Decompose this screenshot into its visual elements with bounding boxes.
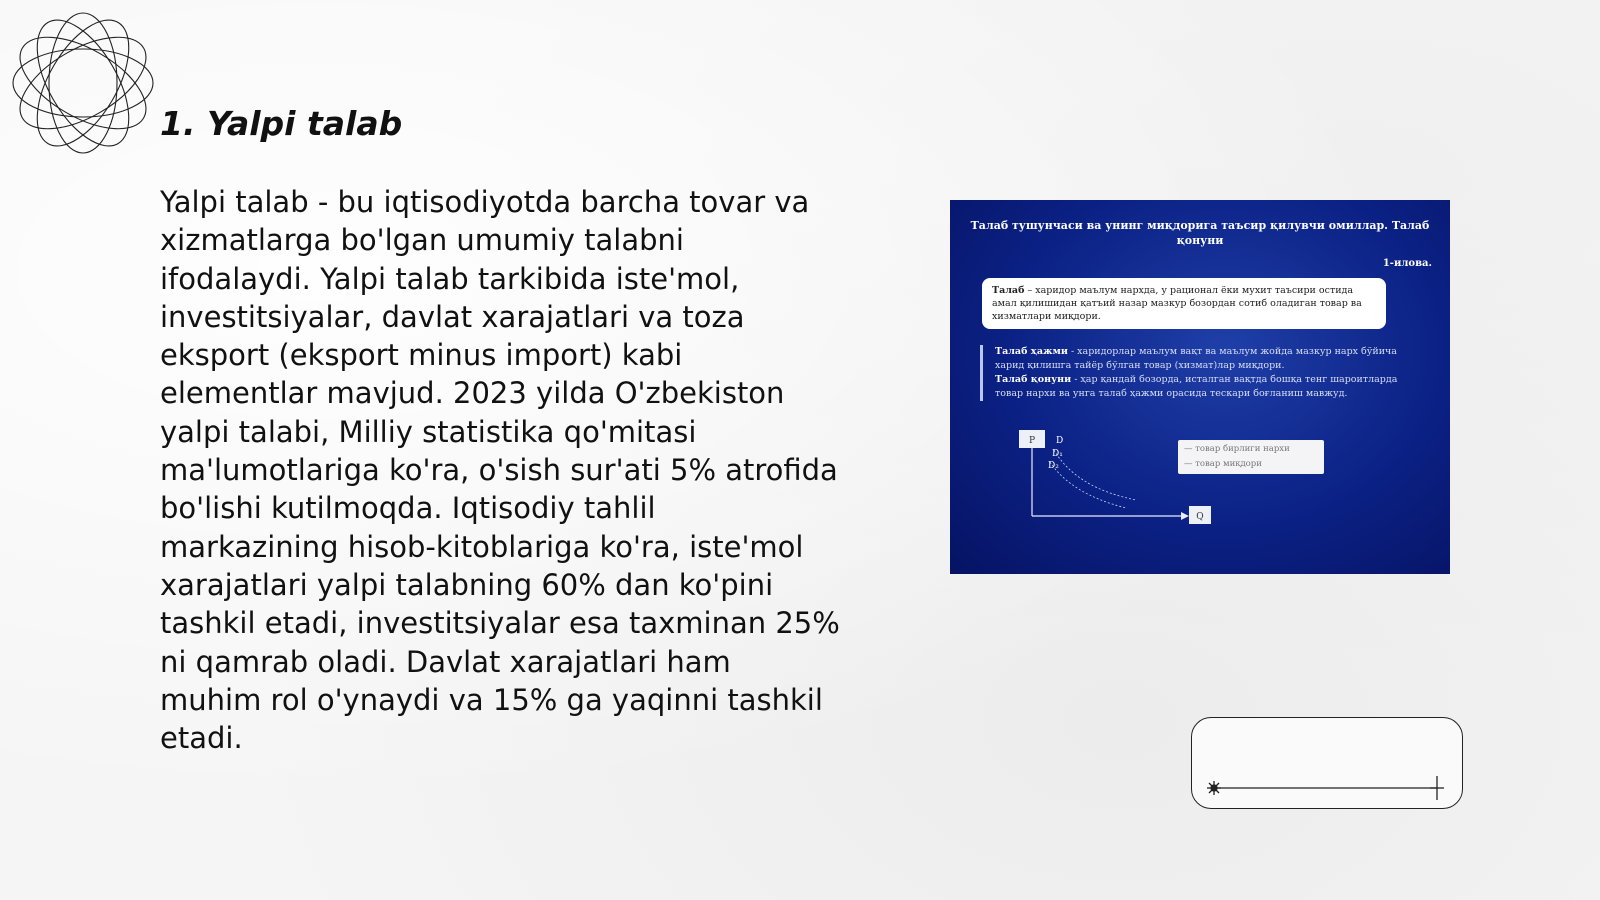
legend-item-quantity: — товар миқдори xyxy=(1184,459,1262,469)
sun-icon xyxy=(1207,781,1221,795)
slide-heading: 1. Yalpi talab xyxy=(160,104,403,143)
demand-curve-d1 xyxy=(1050,462,1126,508)
q-axis-label: Q xyxy=(1196,512,1204,522)
definition-box xyxy=(982,278,1386,329)
curve-label-d: D xyxy=(1056,436,1064,446)
definition-text: – харидор маълум нархда, у рационал ёки мухит таъсири остида амал қилишидан қатъий назар мазкур бозордан сотиб оладиган товар ва хизматлари миқдори. xyxy=(992,285,1362,322)
diagram-legend xyxy=(1178,440,1324,474)
law-text: - ҳар қандай бозорда, исталган вақтда бошқа тенг шароитларда товар нархи ва унга талаб ҳажми орасида тескари боғланиш мавжуд. xyxy=(995,374,1398,399)
embedded-slide-image xyxy=(950,200,1450,574)
x-axis-arrow-icon xyxy=(1181,512,1189,520)
curve-label-d1: D₁ xyxy=(1052,449,1063,459)
slider-track xyxy=(1192,718,1462,808)
slide-image-ref: 1-илова. xyxy=(1382,258,1432,269)
demand-curve-d xyxy=(1054,450,1136,500)
slide-image-title: Талаб тушунчаси ва унинг миқдорига таъсир қилувчи омиллар. Талаб қонуни xyxy=(970,219,1430,247)
sparkle-icon xyxy=(1430,776,1444,800)
decorative-orb-icon xyxy=(8,8,158,158)
definition-term: Талаб xyxy=(992,285,1025,296)
hajm-term: Талаб ҳажми xyxy=(995,346,1068,357)
body-paragraph: Yalpi talab - bu iqtisodiyotda barcha tovar va xizmatlarga bo'lgan umumiy talabni ifodalaydi. Yalpi talab tarkibida iste'mol, investitsiyalar, davlat xarajatlari va toza eksport (eksport minus import) kabi elementlar mavjud. 2023 yilda O'zbekiston yalpi talabi, Milliy statistika qo'mitasi ma'lumotlariga ko'ra, o'sish sur'ati 5% atrofida bo'lishi kutilmoqda. Iqtisodiy tahlil markazining hisob-kitoblariga ko'ra, iste'mol xarajatlari yalpi talabning 60% dan ko'pini tashkil etadi, investitsiyalar esa taxminan 25% ni qamrab oladi. Davlat xarajatlari ham muhim rol o'ynaydi va 15% ga yaqinni tashkil etadi. xyxy=(160,185,840,756)
p-axis-label: P xyxy=(1028,436,1036,446)
law-term: Талаб қонуни xyxy=(995,374,1072,385)
legend-item-price: — товар бирлиги нархи xyxy=(1184,444,1290,454)
hajm-text: - харидорлар маълум вақт ва маълум жойда мазкур нарх бўйича харид қилишга тайёр бўлган товар (хизмат)лар миқдори. xyxy=(995,346,1397,371)
demand-law-text xyxy=(980,345,1415,401)
slider-widget xyxy=(1191,717,1463,809)
curve-label-d2: D₂ xyxy=(1048,461,1059,471)
